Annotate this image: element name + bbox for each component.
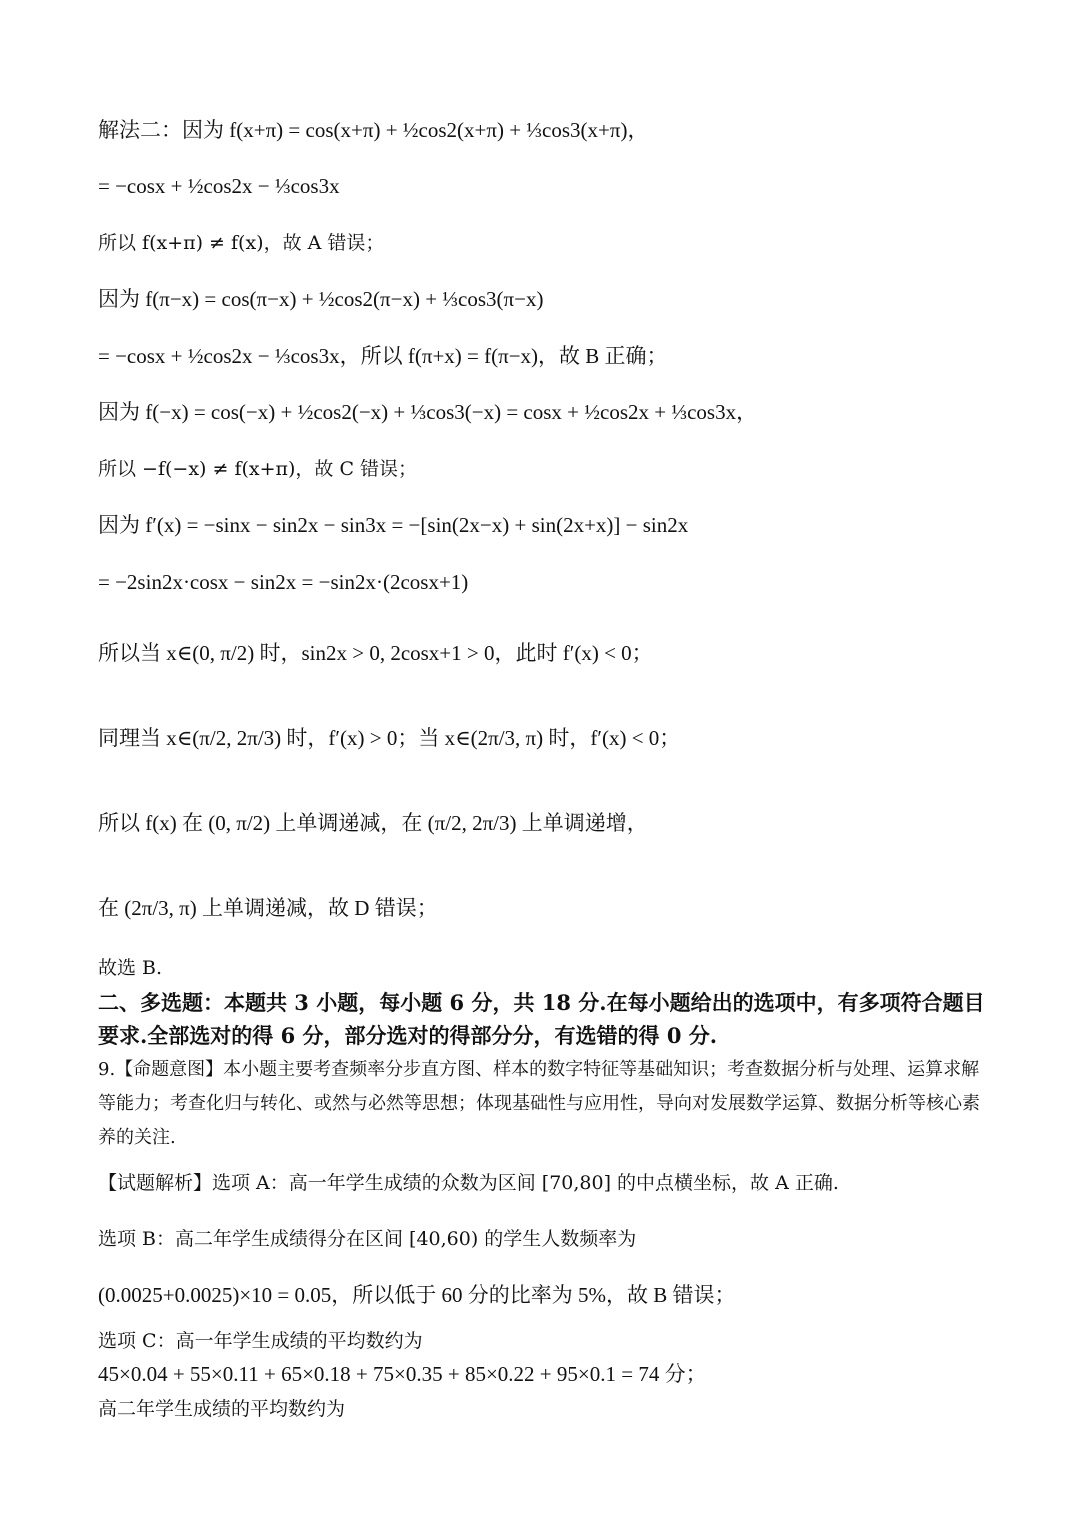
q9-analysis-a: 【试题解析】选项 A：高一年学生成绩的众数为区间 [70,80] 的中点横坐标，故 A 正确.: [98, 1172, 839, 1194]
q9-option-c-2: 高二年学生成绩的平均数约为: [98, 1398, 346, 1420]
solution-line-7: 所以 −f(−x) ≠ f(x+π)，故 C 错误；: [98, 458, 418, 480]
solution-line-11: 同理当 x∈(π/2, 2π/3) 时，f′(x) > 0；当 x∈(2π/3, π) 时，f′(x) < 0；: [98, 726, 681, 750]
solution-line-13: 在 (2π/3, π) 上单调递减，故 D 错误；: [98, 896, 438, 920]
solution-line-2: = −cosx + ½cos2x − ⅓cos3x: [98, 174, 340, 198]
q9-intent: 9.【命题意图】本小题主要考查频率分步直方图、样本的数字特征等基础知识；考查数据分析与处理、运算求解等能力；考查化归与转化、或然与必然等思想；体现基础性与应用性，导向对发展数学运算、数据分析等核心素养的关注.: [98, 1059, 980, 1148]
solution-line-9: = −2sin2x·cosx − sin2x = −sin2x·(2cosx+1): [98, 570, 469, 594]
solution-line-3: 所以 f(x+π) ≠ f(x)，故 A 错误；: [98, 232, 385, 254]
q9-option-c: 选项 C：高一年学生成绩的平均数约为: [98, 1330, 423, 1352]
solution-line-4: 因为 f(π−x) = cos(π−x) + ½cos2(π−x) + ⅓cos3(π−x): [98, 287, 544, 311]
section-heading: 二、多选题：本题共 3 小题，每小题 6 分，共 18 分.在每小题给出的选项中，有多项符合题目要求.全部选对的得 6 分，部分选对的得部分分，有选错的得 0 分.: [98, 990, 985, 1048]
q9-option-b: 选项 B：高二年学生成绩得分在区间 [40,60) 的学生人数频率为: [98, 1228, 637, 1250]
q9-option-b-calc: (0.0025+0.0025)×10 = 0.05，所以低于 60 分的比率为 5%，故 B 错误；: [98, 1283, 736, 1307]
solution-line-10: 所以当 x∈(0, π/2) 时，sin2x > 0, 2cosx+1 > 0，此时 f′(x) < 0；: [98, 641, 653, 665]
solution-line-8: 因为 f′(x) = −sinx − sin2x − sin3x = −[sin(2x−x) + sin(2x+x)] − sin2x: [98, 513, 689, 537]
solution-line-12: 所以 f(x) 在 (0, π/2) 上单调递减，在 (π/2, 2π/3) 上单调递增，: [98, 811, 648, 835]
solution-conclusion: 故选 B.: [98, 957, 163, 979]
solution-line-5: = −cosx + ½cos2x − ⅓cos3x，所以 f(π+x) = f(π−x)，故 B 正确；: [98, 344, 668, 368]
q9-option-c-calc: 45×0.04 + 55×0.11 + 65×0.18 + 75×0.35 + 85×0.22 + 95×0.1 = 74 分；: [98, 1362, 707, 1386]
solution-line-1: 解法二：因为 f(x+π) = cos(x+π) + ½cos2(x+π) + ⅓cos3(x+π)，: [98, 118, 649, 142]
solution-line-6: 因为 f(−x) = cos(−x) + ½cos2(−x) + ⅓cos3(−x) = cosx + ½cos2x + ⅓cos3x，: [98, 400, 758, 424]
